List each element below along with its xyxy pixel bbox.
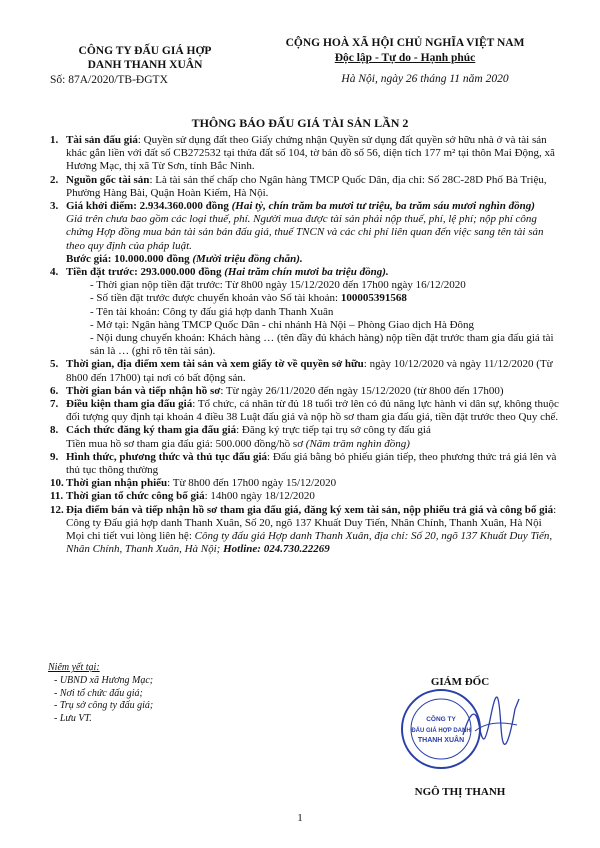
item-text: : Công ty Đấu giá hợp danh Thanh Xuân, Số 20, ngõ 137 Khuất Duy Tiến, Nhân Chính, Thanh Xuân, Hà Nội bbox=[66, 503, 557, 529]
item-2 bbox=[50, 174, 560, 200]
item-label: Cách thức đăng ký tham gia đấu giá bbox=[66, 424, 237, 437]
contact-label: Mọi chi tiết vui lòng liên hệ: bbox=[66, 530, 195, 543]
item-text: : Đăng ký trực tiếp tại trụ sở công ty đấu giá bbox=[236, 424, 431, 437]
item-text: : Từ ngày 26/11/2020 đến ngày 15/12/2020 (từ 8h00 đến 17h00) bbox=[220, 384, 504, 397]
seal-mid-text: ĐẤU GIÁ HỢP DANH bbox=[411, 728, 471, 734]
bid-step-words: (Mười triệu đồng chẵn). bbox=[189, 252, 303, 265]
item-label: Điều kiện tham gia đấu giá bbox=[66, 398, 193, 411]
deposit-words: (Hai trăm chín mươi ba triệu đồng). bbox=[221, 266, 389, 279]
motto: Độc lập - Tự do - Hạnh phúc bbox=[334, 52, 476, 64]
item-label: Nguồn gốc tài sản bbox=[66, 173, 150, 186]
item-label: Hình thức, phương thức và thủ tục đấu giá bbox=[66, 450, 268, 463]
posting-item: - Nơi tổ chức đấu giá; bbox=[54, 687, 143, 699]
starting-price-words: (Hai tỷ, chín trăm ba mươi tư triệu, ba trăm sáu mươi nghìn đồng) bbox=[228, 200, 535, 213]
tax-note: Giá trên chưa bao gồm các loại thuế, phí. Người mua được tài sản phải nộp thuế, phí, lệ phí; nộp phí công chứng Hợp đồng mua bán tài sản bán đấu giá, thuế TNCN và các chi phí liên quan đến việc sang tên tài sản theo quy định của pháp luật. bbox=[66, 213, 544, 252]
item-number: 7. bbox=[50, 398, 59, 411]
item-8-fee bbox=[50, 438, 560, 451]
item-5 bbox=[50, 358, 560, 384]
posting-heading: Niêm yết tại: bbox=[48, 662, 100, 673]
transfer-content: - Nội dung chuyển khoản: Khách hàng … (tên đầy đủ khách hàng) nộp tiền đặt trước tham gia đấu giá tài sản là … (ghi rõ tên tài sản). bbox=[90, 332, 554, 358]
nation-title: CỘNG HOÀ XÃ HỘI CHỦ NGHĨA VIỆT NAM bbox=[285, 37, 525, 49]
posting-list bbox=[48, 662, 153, 726]
item-10 bbox=[50, 477, 560, 490]
item-text: : 14h00 ngày 18/12/2020 bbox=[204, 490, 315, 503]
item-label: Tài sản đấu giá bbox=[66, 134, 138, 146]
issuer-block bbox=[50, 44, 240, 87]
item-number: 10. bbox=[50, 477, 64, 490]
document-body bbox=[50, 134, 560, 557]
item-text: : Quyền sử dụng đất theo Giấy chứng nhận Quyền sử dụng đất quyền sở hữu nhà ở và tài sản khác gắn liền với đất số CB272532 tại thửa đất số 104, tờ bản đồ số 56, diện tích 177 m² tại thôn Mai Động, xã Hương Mạc, thị xã Từ Sơn, tỉnh Bắc Ninh. bbox=[66, 134, 555, 173]
item-label: Thời gian nhận phiếu bbox=[66, 477, 168, 490]
item-number: 6. bbox=[50, 384, 59, 397]
posting-item: - Trụ sở công ty đấu giá; bbox=[54, 700, 154, 712]
document-title: THÔNG BÁO ĐẤU GIÁ TÀI SẢN LẦN 2 bbox=[191, 116, 409, 130]
item-number: 5. bbox=[50, 358, 59, 371]
account-bank: - Mở tại: Ngân hàng TMCP Quốc Dân - chi nhánh Hà Nội – Phòng Giao dịch Hà Đông bbox=[90, 318, 475, 331]
item-text: : Là tài sản thế chấp cho Ngân hàng TMCP Quốc Dân, địa chỉ: Số 28C-28D Phố Bà Triệu, Phường Hàng Bài, Quận Hoàn Kiếm, Hà Nội. bbox=[66, 173, 547, 199]
item-12 bbox=[50, 504, 560, 530]
item-6 bbox=[50, 385, 560, 398]
fee-words: (Năm trăm nghìn đồng) bbox=[303, 437, 410, 450]
handwritten-signature bbox=[455, 685, 525, 755]
company-name-line1: CÔNG TY ĐẤU GIÁ HỢP bbox=[78, 45, 212, 57]
item-8 bbox=[50, 424, 560, 437]
item-9 bbox=[50, 451, 560, 477]
item-text: : ngày 10/12/2020 và ngày 11/12/2020 (Từ 8h00 đến 17h00) tại nơi có bất động sản. bbox=[66, 358, 553, 384]
item-7 bbox=[50, 398, 560, 424]
account-label: - Số tiền đặt trước được chuyển khoản vào Số tài khoản: bbox=[90, 292, 341, 305]
document-number: Số: 87A/2020/TB-ĐGTX bbox=[50, 74, 168, 86]
item-1 bbox=[50, 134, 560, 174]
item-11 bbox=[50, 490, 560, 503]
item-label: Thời gian, địa điểm xem tài sản và xem giấy tờ về quyền sở hữu bbox=[66, 358, 364, 371]
fee-text: Tiền mua hồ sơ tham gia đấu giá: 500.000 đồng/hồ sơ bbox=[66, 437, 304, 450]
page-number: 1 bbox=[297, 812, 303, 824]
item-label: Thời gian bán và tiếp nhận hồ sơ bbox=[66, 384, 221, 397]
item-12-contact bbox=[50, 530, 560, 556]
item-text: : Đấu giá bằng bỏ phiếu gián tiếp, theo phương thức trả giá lên và thủ tục thông thường bbox=[66, 450, 557, 477]
item-number: 12. bbox=[50, 503, 64, 516]
hotline: Hotline: 024.730.22269 bbox=[223, 543, 330, 556]
item-number: 3. bbox=[50, 200, 59, 213]
item-number: 9. bbox=[50, 450, 59, 463]
starting-price: Giá khởi điểm: 2.934.360.000 đồng bbox=[66, 200, 229, 213]
item-number: 2. bbox=[50, 173, 59, 186]
posting-item: - UBND xã Hương Mạc; bbox=[54, 674, 154, 686]
seal-top-text: CÔNG TY bbox=[426, 716, 456, 723]
signer-title: GIÁM ĐỐC bbox=[430, 676, 490, 688]
issue-date: Hà Nội, ngày 26 tháng 11 năm 2020 bbox=[341, 73, 509, 85]
contact-address: Công ty đấu giá Hợp danh Thanh Xuân, địa chỉ: Số 20, ngõ 137 Khuất Duy Tiến, Nhân Chính, Thanh Xuân, Hà Nội; bbox=[66, 530, 553, 556]
item-number: 4. bbox=[50, 266, 59, 279]
item-4 bbox=[50, 266, 560, 279]
item-text: : Tổ chức, cá nhân từ đủ 18 tuổi trở lên có đủ năng lực hành vi dân sự, không thuộc đối tượng quy định tại khoản 4 điều 38 Luật đấu giá và nộp hồ sơ tham gia đấu giá, tiền đặt trước theo Quy chế. bbox=[66, 398, 559, 424]
item-number: 8. bbox=[50, 424, 59, 437]
posting-item: - Lưu VT. bbox=[54, 713, 92, 725]
deposit-time: - Thời gian nộp tiền đặt trước: Từ 8h00 ngày 15/12/2020 đến 17h00 ngày 16/12/2020 bbox=[90, 279, 466, 292]
bid-step: Bước giá: 10.000.000 đồng bbox=[66, 252, 190, 265]
item-text: : Từ 8h00 đến 17h00 ngày 15/12/2020 bbox=[167, 477, 337, 490]
item-label: Địa điểm bán và tiếp nhận hồ sơ tham gia đấu giá, đăng ký xem tài sản, nộp phiếu trả giá và công bố giá bbox=[66, 503, 554, 516]
seal-name-text: THANH XUÂN bbox=[417, 737, 465, 744]
item-3-step bbox=[50, 253, 560, 266]
account-number: 100005391568 bbox=[340, 292, 407, 305]
signer-name: NGÔ THỊ THANH bbox=[414, 786, 506, 798]
item-label: Thời gian tổ chức công bố giá bbox=[66, 490, 205, 503]
item-3 bbox=[50, 200, 560, 213]
account-name: - Tên tài khoản: Công ty đấu giá hợp danh Thanh Xuân bbox=[90, 305, 334, 318]
item-3-note bbox=[50, 213, 560, 253]
company-name-line2: DANH THANH XUÂN bbox=[87, 59, 203, 71]
item-number: 1. bbox=[50, 134, 59, 146]
deposit-account bbox=[50, 292, 560, 305]
item-number: 11. bbox=[50, 490, 64, 503]
national-header bbox=[240, 36, 570, 87]
deposit-amount: Tiền đặt trước: 293.000.000 đồng bbox=[66, 266, 222, 279]
